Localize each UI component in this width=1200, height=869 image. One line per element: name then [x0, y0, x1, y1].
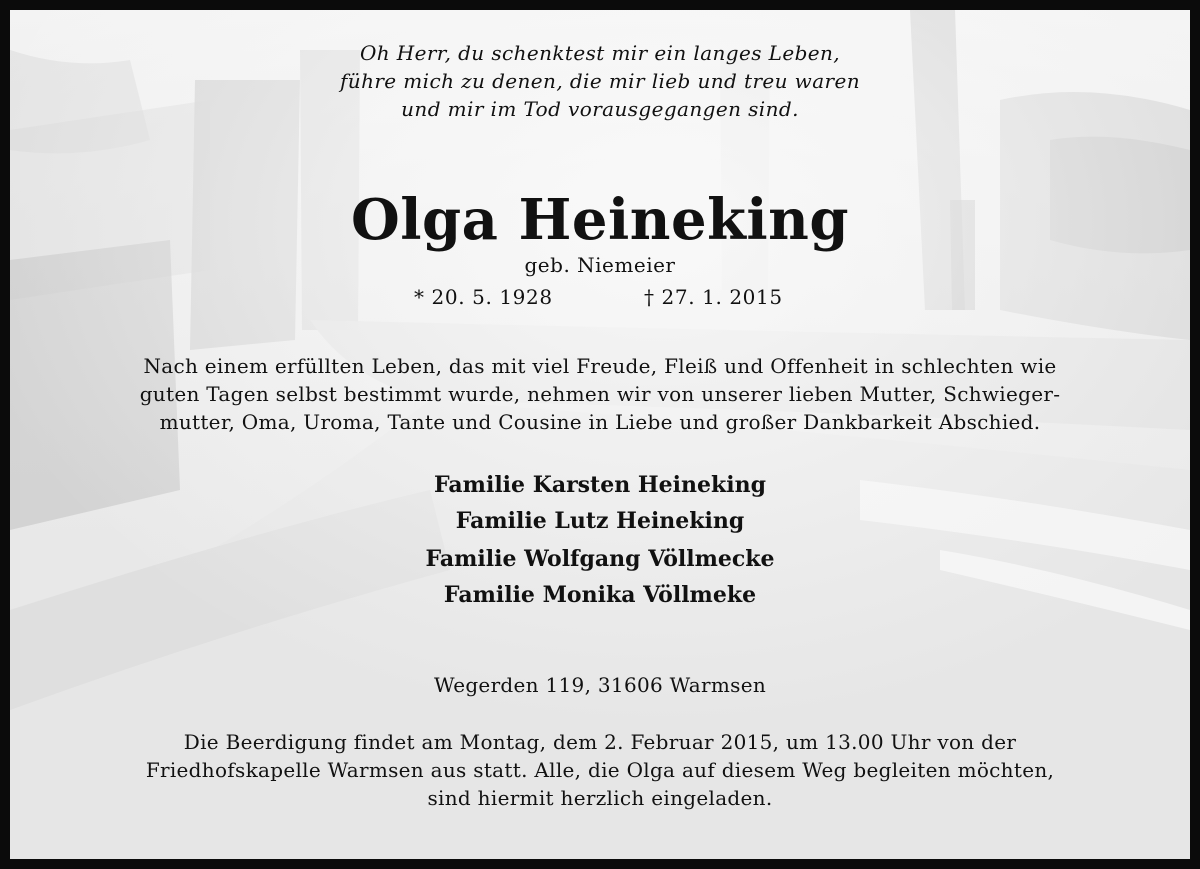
life-dates: [10, 284, 1190, 310]
message-line: mutter, Oma, Uroma, Tante und Cousine in Liebe und großer Dankbarkeit Abschied.: [159, 410, 1041, 434]
funeral-line: sind hiermit herzlich eingeladen.: [427, 786, 773, 810]
obituary-content: [10, 10, 1190, 859]
deceased-name: Olga Heineking: [350, 187, 850, 253]
family-name: Familie Wolfgang Völlmecke: [425, 546, 775, 572]
verse-line: führe mich zu denen, die mir lieb und treu waren: [339, 69, 861, 93]
birth-date: * 20. 5. 1928: [414, 285, 553, 309]
message-line: Nach einem erfüllten Leben, das mit viel Freude, Fleiß und Offenheit in schlechten wie: [143, 354, 1057, 378]
family-name: Familie Lutz Heineking: [455, 508, 745, 534]
death-date: † 27. 1. 2015: [644, 285, 783, 309]
birth-name: geb. Niemeier: [524, 253, 676, 277]
verse-line: Oh Herr, du schenktest mir ein langes Leben,: [359, 41, 841, 65]
family-name: Familie Karsten Heineking: [434, 472, 766, 498]
funeral-line: Die Beerdigung findet am Montag, dem 2. Februar 2015, um 13.00 Uhr von der: [183, 730, 1017, 754]
verse-line: und mir im Tod vorausgegangen sind.: [401, 97, 799, 121]
address: Wegerden 119, 31606 Warmsen: [433, 673, 767, 697]
funeral-line: Friedhofskapelle Warmsen aus statt. Alle, die Olga auf diesem Weg begleiten möchten,: [145, 758, 1055, 782]
family-name: Familie Monika Völlmeke: [443, 582, 757, 608]
message-line: guten Tagen selbst bestimmt wurde, nehmen wir von unserer lieben Mutter, Schwieger-: [139, 382, 1061, 406]
